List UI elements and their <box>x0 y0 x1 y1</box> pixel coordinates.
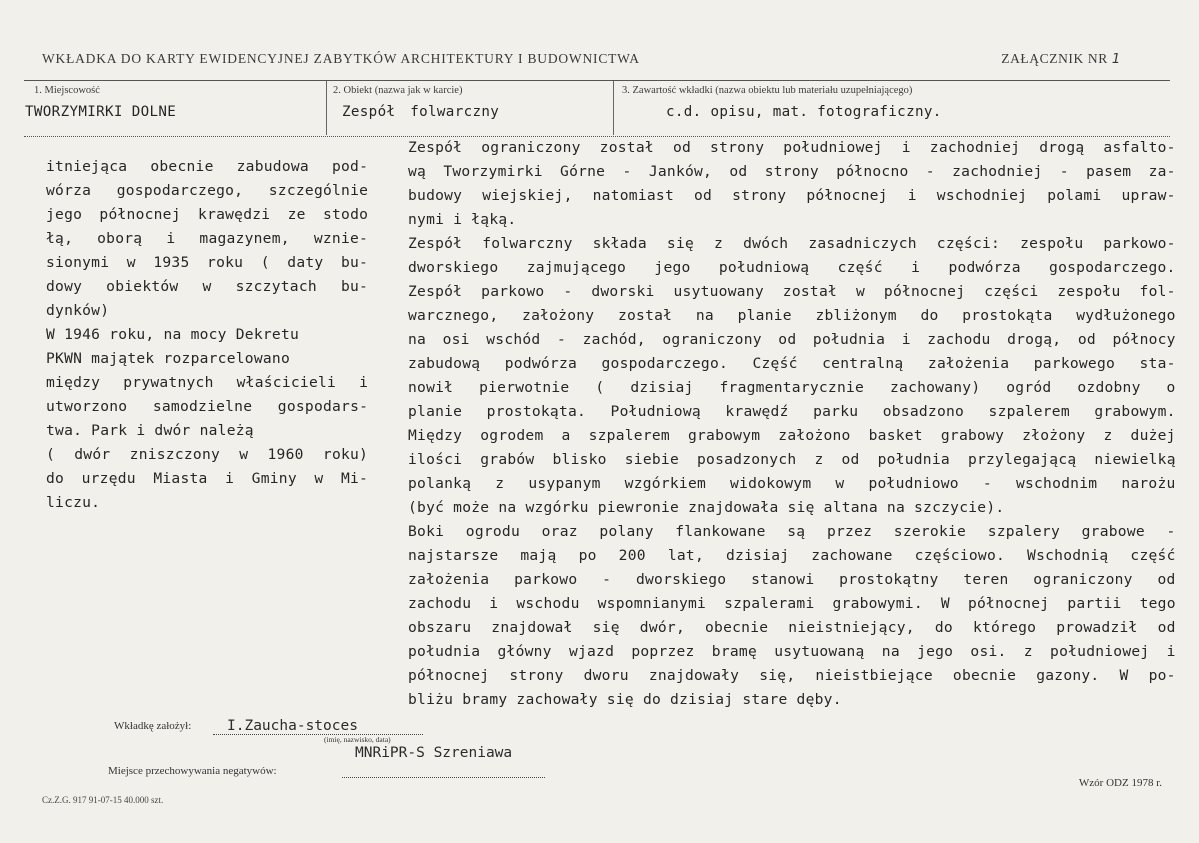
right-text-line: ilości grabów blisko siebie posadzonych z od południa przylegającą niewielką <box>408 451 1176 468</box>
right-column-text <box>408 136 1183 712</box>
right-text-line: wą Tworzymirki Górne - Janków, od strony północno - zachodniej - pasem za- <box>408 163 1176 180</box>
left-text-line: między prywatnych właścicieli i <box>46 374 369 391</box>
form-title: WKŁADKA DO KARTY EWIDENCYJNEJ ZABYTKÓW ARCHITEKTURY I BUDOWNICTWA <box>42 51 640 66</box>
place-label: 1. Miejscowość <box>34 85 100 96</box>
right-text-line: Zespół parkowo - dworski usytuowany został w północnej części zespołu fol- <box>408 283 1176 300</box>
right-text-line: północnej strony dworu znajdowały się, nieistbiejące obecnie gazony. W po- <box>408 667 1176 684</box>
created-by-value: I.Zaucha-stoces <box>227 718 358 734</box>
left-text-line: jego północnej krawędzi ze stodo <box>46 206 369 223</box>
left-text-line: dowy obiektów w szczytach bu- <box>46 278 369 295</box>
right-text-line: na osi wschód - zachód, ograniczony od południa i zachodu drogą, od północy <box>408 331 1176 348</box>
field-divider-2 <box>613 81 614 135</box>
right-text-line: dworskiego zajmującego jego południową część i podwórza gospodarczego. <box>408 259 1176 276</box>
created-by-hint: (imię, nazwisko, data) <box>324 735 391 744</box>
left-text-line: twa. Park i dwór należą <box>46 422 254 439</box>
attachment-value: 1 <box>1111 51 1121 67</box>
left-text-line: ( dwór zniszczony w 1960 roku) <box>46 446 369 463</box>
right-text-line: warcznego, założony został na planie zbliżonym do prostokąta wydłużonego <box>408 307 1176 324</box>
right-text-line: polanką z usypanym wzgórkiem widokowym w południowo - wschodnim narożu <box>408 475 1176 492</box>
right-text-line: bliżu bramy zachowały się do dzisiaj stare dęby. <box>408 691 842 708</box>
right-text-line: Boki ogrodu oraz polany flankowane są przez szerokie szpalery grabowe - <box>408 523 1176 540</box>
right-text-line: Między ogrodem a szpalerem grabowym założono basket grabowy złożony z dużej <box>408 427 1176 444</box>
right-text-line: Zespół folwarczny składa się z dwóch zasadniczych części: zespołu parkowo- <box>408 235 1176 252</box>
right-text-line: założenia parkowo - dworskiego stanowi prostokątny teren ograniczony od <box>408 571 1176 588</box>
header-top-rule <box>24 80 1170 81</box>
print-info: Cz.Z.G. 917 91-07-15 40.000 szt. <box>42 795 164 805</box>
field-divider-1 <box>326 81 327 135</box>
left-text-line: łą, oborą i magazynem, wznie- <box>46 230 369 247</box>
right-text-line: zabudową podwórza gospodarczego. Część centralną założenia parkowego sta- <box>408 355 1176 372</box>
right-text-line: obszaru znajdował się dwór, obecnie nieistniejący, do którego prowadził od <box>408 619 1176 636</box>
template-version: Wzór ODZ 1978 r. <box>1078 777 1162 789</box>
right-text-line: (być może na wzgórku piewronie znajdowała się altana na szczycie). <box>408 499 1005 516</box>
right-text-line: planie prostokąta. Południową krawędź parku obsadzono szpalerem grabowym. <box>408 403 1176 420</box>
left-text-line: itniejąca obecnie zabudowa pod- <box>46 158 369 175</box>
attachment-number <box>1001 51 1121 67</box>
left-text-line: wórza gospodarczego, szczególnie <box>46 182 369 199</box>
left-text-line: utworzono samodzielne gospodars- <box>46 398 369 415</box>
created-by-label: Wkładkę założył: <box>114 720 192 732</box>
left-text-line: dynków) <box>46 302 110 319</box>
created-by-line <box>213 734 423 735</box>
left-text-line: do urzędu Miasta i Gminy w Mi- <box>46 470 369 487</box>
right-text-line: budowy wiejskiej, natomiast od strony północnej i wschodniej polami upraw- <box>408 187 1176 204</box>
right-text-line: najstarsze mają po 200 lat, dzisiaj zachowane częściowo. Wschodnią część <box>408 547 1176 564</box>
left-text-line: PKWN majątek rozparcelowano <box>46 350 290 367</box>
left-text-line: sionymi w 1935 roku ( daty bu- <box>46 254 369 271</box>
object-value: Zespół folwarczny <box>342 104 500 120</box>
right-text-line: zachodu i wschodu wspomnianymi szpalerami grabowymi. W północnej partii tego <box>408 595 1176 612</box>
content-value: c.d. opisu, mat. fotograficzny. <box>666 104 942 120</box>
negatives-line <box>342 777 545 778</box>
negatives-label: Miejsce przechowywania negatywów: <box>108 765 277 777</box>
place-value: TWORZYMIRKI DOLNE <box>25 104 177 120</box>
content-label: 3. Zawartość wkładki (nazwa obiektu lub materiału uzupełniającego) <box>622 85 913 96</box>
right-text-line: nymi i łąką. <box>408 211 517 228</box>
attachment-label: ZAŁĄCZNIK NR <box>1001 51 1108 66</box>
left-column-text <box>46 155 371 515</box>
left-text-line: W 1946 roku, na mocy Dekretu <box>46 326 300 343</box>
right-text-line: Zespół ograniczony został od strony południowej i zachodniej drogą asfalto- <box>408 139 1176 156</box>
right-text-line: nowił pierwotnie ( dzisiaj fragmentarycznie zachowany) ogród ozdobny o <box>408 379 1176 396</box>
institution: MNRiPR-S Szreniawa <box>355 745 513 761</box>
right-text-line: południa główny wjazd poprzez bramę usytuowaną na jego osi. z południowej i <box>408 643 1176 660</box>
left-text-line: liczu. <box>46 494 101 511</box>
object-label: 2. Obiekt (nazwa jak w karcie) <box>333 85 463 96</box>
